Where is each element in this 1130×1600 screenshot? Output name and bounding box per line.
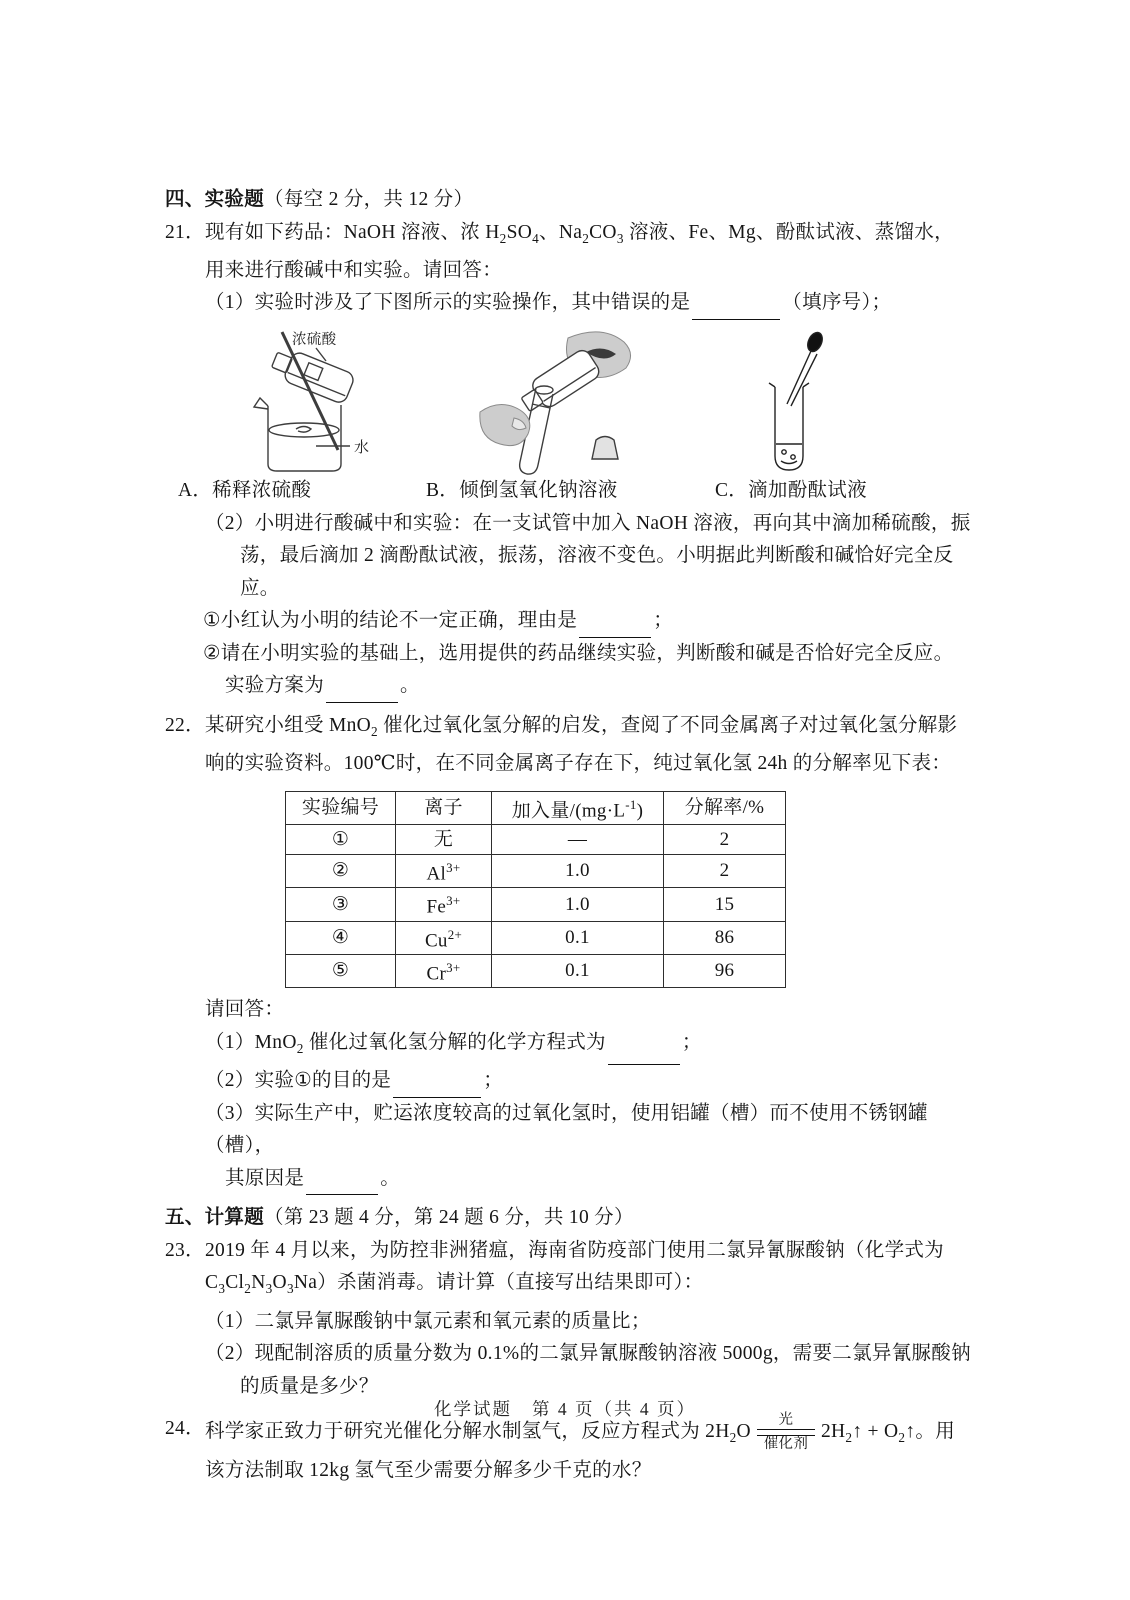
cell-amount: 1.0 bbox=[492, 888, 664, 921]
question-21-part2: （2）小明进行酸碱中和实验：在一支试管中加入 NaOH 溶液，再向其中滴加稀硫酸，振荡，最后滴加 2 滴酚酞试液，振荡，溶液不变色。小明据此判断酸和碱恰好完全反应。 bbox=[205, 512, 971, 599]
cell-id: ⑤ bbox=[286, 955, 396, 988]
stopper bbox=[592, 436, 618, 459]
question-21-sub2: ②请在小明实验的基础上，选用提供的药品继续实验，判断酸和碱是否恰好完全反应。 bbox=[203, 642, 954, 664]
cell-amount: 0.1 bbox=[492, 921, 664, 954]
cell-id: ② bbox=[286, 855, 396, 888]
question-21-intro: 现有如下药品：NaOH 溶液、浓 $H_2SO_4$、$Na_2CO_3$ 溶液、Fe、Mg、酚酞试液、蒸馏水，用来进行酸碱中和实验。请回答： bbox=[205, 221, 954, 281]
question-21-sub1 bbox=[203, 605, 971, 638]
condition-catalyst: 催化剂 bbox=[763, 1436, 809, 1453]
question-21 bbox=[165, 217, 971, 288]
cell-id: ④ bbox=[286, 921, 396, 954]
col-header-ion: 离子 bbox=[396, 791, 492, 824]
question-22-part1-suffix: ； bbox=[681, 1031, 702, 1053]
answer-blank bbox=[393, 1076, 481, 1097]
table-row bbox=[286, 921, 786, 954]
figure-b bbox=[428, 326, 663, 506]
beaker bbox=[268, 405, 341, 471]
question-22-part3-cont bbox=[225, 1163, 971, 1196]
page-footer bbox=[0, 1396, 1130, 1421]
question-24-post: $2H_2↑$ + $O_2↑$。用该方法制取 12kg 氢气至少需要分解多少千克的水？ bbox=[205, 1421, 955, 1481]
cell-rate: 15 bbox=[664, 888, 786, 921]
question-24-text bbox=[205, 1413, 971, 1487]
cell-rate: 2 bbox=[664, 825, 786, 855]
cell-rate: 2 bbox=[664, 855, 786, 888]
question-21-sub1-text: ①小红认为小明的结论不一定正确，理由是 bbox=[203, 610, 578, 632]
question-24-number: 24． bbox=[165, 1418, 205, 1440]
question-24-pre: 科学家正致力于研究光催化分解水制氢气，反应方程式为 $2H_2O$ bbox=[205, 1421, 751, 1446]
figure-a bbox=[178, 326, 410, 506]
answer-blank bbox=[326, 681, 398, 702]
table-row bbox=[286, 855, 786, 888]
question-21-number: 21． bbox=[165, 221, 205, 243]
cell-ion: $Cr^{3+}$ bbox=[396, 955, 492, 988]
table-row bbox=[286, 888, 786, 921]
cell-rate: 86 bbox=[664, 921, 786, 954]
question-23-part1: （1）二氯异氰脲酸钠中氯元素和氧元素的质量比； bbox=[205, 1310, 651, 1332]
question-24 bbox=[165, 1413, 971, 1487]
cell-ion: $Cu^{2+}$ bbox=[396, 921, 492, 954]
question-21-part1-suffix: （填序号）； bbox=[782, 292, 892, 314]
water-label: 水 bbox=[354, 439, 370, 456]
question-22-part1-text: （1）MnO$_2$ 催化过氧化氢分解的化学方程式为 bbox=[205, 1031, 606, 1056]
pour-naoh-diagram bbox=[428, 326, 663, 476]
question-22-number: 22． bbox=[165, 714, 205, 736]
question-21-sub1-suffix: ； bbox=[653, 610, 673, 632]
question-21-part1 bbox=[205, 287, 971, 320]
question-22-part2-suffix: ； bbox=[483, 1070, 504, 1092]
col-header-amount: 加入量$/(mg\cdot L^{-1})$ bbox=[492, 791, 664, 824]
question-22-part3-cont-suffix: 。 bbox=[380, 1167, 401, 1189]
question-21-sub2-cont bbox=[225, 670, 971, 703]
table-row bbox=[286, 825, 786, 855]
footer-doc-title: 化学试题 bbox=[434, 1399, 512, 1419]
question-22-part2 bbox=[205, 1065, 971, 1098]
section-calc-title: 五、计算题 bbox=[165, 1207, 265, 1229]
question-22-part1 bbox=[205, 1027, 971, 1065]
cell-id: ① bbox=[286, 825, 396, 855]
question-21-sub2-cont-suffix: 。 bbox=[400, 675, 420, 697]
figure-c-caption: C．滴加酚酞试液 bbox=[715, 479, 867, 501]
question-22-ask: 请回答： bbox=[205, 999, 285, 1021]
cell-amount: 1.0 bbox=[492, 855, 664, 888]
figure-c bbox=[711, 326, 871, 506]
cell-amount: — bbox=[492, 825, 664, 855]
question-22-part3-cont-text: 其原因是 bbox=[225, 1167, 305, 1189]
cell-ion: $Al^{3+}$ bbox=[396, 855, 492, 888]
question-21-figures bbox=[165, 326, 971, 506]
section-calc-heading bbox=[165, 1202, 971, 1235]
section-calc-score: （第 23 题 4 分，第 24 题 6 分，共 10 分） bbox=[264, 1207, 634, 1229]
cell-amount: 0.1 bbox=[492, 955, 664, 988]
question-23 bbox=[165, 1235, 971, 1306]
footer-page-number: 第 4 页（共 4 页） bbox=[532, 1399, 696, 1419]
question-21-part1-text: （1）实验时涉及了下图所示的实验操作，其中错误的是 bbox=[205, 292, 691, 314]
section-experiment-title: 四、实验题 bbox=[165, 189, 265, 210]
question-22-intro: 某研究小组受 MnO$_2$ 催化过氧化氢分解的启发，查阅了不同金属离子对过氧化氢分解影响的实验资料。100℃时，在不同金属离子存在下，纯过氧化氢 24h 的分解率见下表： bbox=[205, 714, 958, 775]
table-row bbox=[286, 955, 786, 988]
exam-content bbox=[165, 184, 971, 1487]
section-experiment-score: （每空 2 分，共 12 分） bbox=[264, 189, 474, 210]
answer-blank bbox=[306, 1174, 378, 1195]
question-22-part3: （3）实际生产中，贮运浓度较高的过氧化氢时，使用铝罐（槽）而不使用不锈钢罐（槽）， bbox=[205, 1102, 928, 1157]
question-22 bbox=[165, 710, 971, 781]
answer-blank bbox=[608, 1044, 680, 1065]
figure-a-caption: A．稀释浓硫酸 bbox=[178, 479, 312, 501]
figure-b-caption: B．倾倒氢氧化钠溶液 bbox=[426, 479, 618, 501]
question-23-intro: 2019 年 4 月以来，为防控非洲猪瘟，海南省防疫部门使用二氯异氰脲酸钠（化学式为 $C_3Cl_2N_3O_3Na$）杀菌消毒。请计算（直接写出结果即可）： bbox=[205, 1239, 944, 1297]
col-header-rate: 分解率/% bbox=[664, 791, 786, 824]
section-experiment-heading bbox=[165, 184, 971, 217]
dropper-diagram bbox=[711, 326, 871, 476]
naoh-bottle bbox=[517, 347, 602, 418]
condition-light: 光 bbox=[778, 1412, 794, 1429]
col-header-experiment-id: 实验编号 bbox=[286, 791, 396, 824]
bottle-label: 浓硫酸 bbox=[292, 331, 337, 348]
decomposition-rate-table bbox=[285, 791, 786, 989]
cell-ion: 无 bbox=[396, 825, 492, 855]
question-22-part2-text: （2）实验①的目的是 bbox=[205, 1070, 392, 1092]
dropper-bulb bbox=[805, 330, 825, 354]
question-23-part2: （2）现配制溶质的质量分数为 0.1%的二氯异氰脲酸钠溶液 5000g，需要二氯异氰脲酸钠的质量是多少？ bbox=[205, 1343, 971, 1397]
dropper-tube bbox=[787, 351, 817, 406]
question-23-number: 23． bbox=[165, 1239, 205, 1261]
cell-id: ③ bbox=[286, 888, 396, 921]
answer-blank bbox=[579, 616, 651, 637]
dilute-acid-diagram bbox=[200, 326, 410, 476]
answer-blank bbox=[692, 298, 780, 319]
cell-rate: 96 bbox=[664, 955, 786, 988]
cell-ion: $Fe^{3+}$ bbox=[396, 888, 492, 921]
question-21-sub2-cont-text: 实验方案为 bbox=[225, 675, 325, 697]
table-header-row bbox=[286, 791, 786, 824]
